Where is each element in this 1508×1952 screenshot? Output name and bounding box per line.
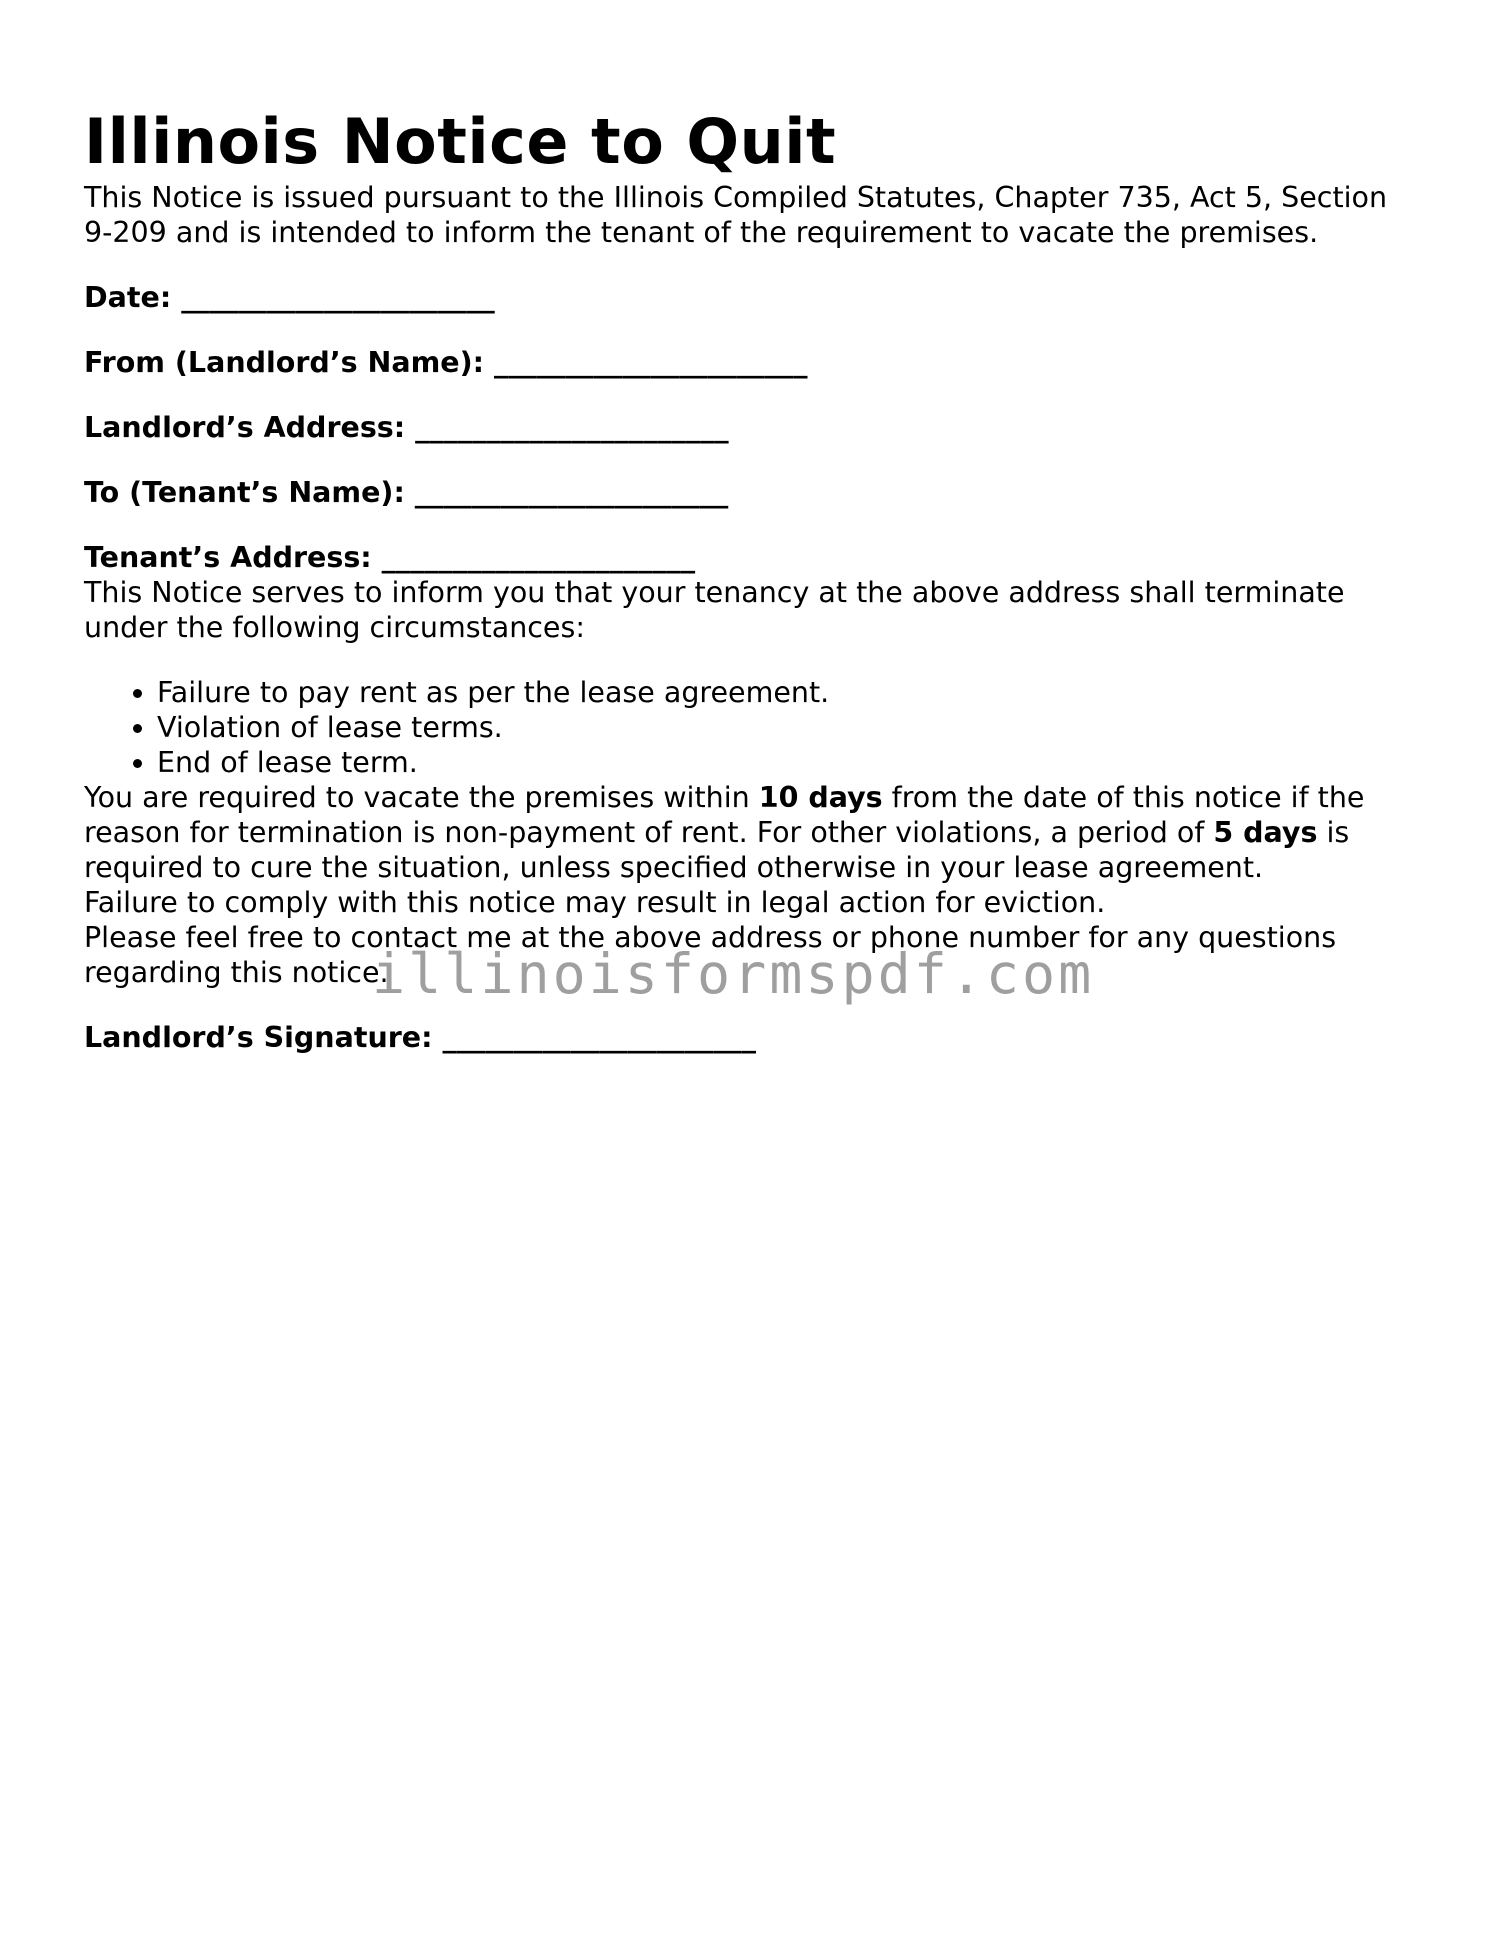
tenant-name-field xyxy=(84,475,1424,510)
signature-field xyxy=(84,1020,1424,1055)
vacate-days-5: 5 days xyxy=(1213,816,1318,849)
reasons-list xyxy=(84,675,1424,780)
tenant-address-field xyxy=(84,540,1424,575)
date-field xyxy=(84,280,1424,315)
landlord-name-field xyxy=(84,345,1424,380)
signature-label: Landlord’s Signature: xyxy=(84,1021,433,1054)
date-blank-line[interactable]: ______________________ xyxy=(181,281,495,314)
failure-paragraph: Failure to comply with this notice may result in legal action for eviction. xyxy=(84,886,1106,919)
tenant-name-label: To (Tenant’s Name): xyxy=(84,476,405,509)
landlord-address-blank-line[interactable]: ______________________ xyxy=(415,411,729,444)
landlord-name-blank-line[interactable]: ______________________ xyxy=(494,346,808,379)
vacate-text-3: is required to cure the situation, unless specified otherwise in your lease agreement. xyxy=(84,816,1350,884)
intro-paragraph: This Notice is issued pursuant to the Illinois Compiled Statutes, Chapter 735, Act 5, Section 9-209 and is intended to inform the tenant of the requirement to vacate the premises. xyxy=(84,181,1388,249)
list-item: • Failure to pay rent as per the lease agreement. xyxy=(157,675,1424,710)
tenant-name-blank-line[interactable]: ______________________ xyxy=(414,476,729,509)
document-page xyxy=(84,104,1424,1055)
list-item: • Violation of lease terms. xyxy=(157,710,1424,745)
watermark: illinoisformspdf.com xyxy=(372,942,1095,1006)
tenant-address-blank-line[interactable]: ______________________ xyxy=(381,541,696,574)
date-label: Date: xyxy=(84,281,172,314)
signature-blank-line[interactable]: ______________________ xyxy=(442,1021,756,1054)
vacate-text-1: You are required to vacate the premises within xyxy=(84,781,759,814)
vacate-paragraph xyxy=(84,780,1424,885)
list-item: • End of lease term. xyxy=(157,745,1424,780)
tenant-address-label: Tenant’s Address: xyxy=(84,541,372,574)
page-title: Illinois Notice to Quit xyxy=(84,105,837,178)
contact-paragraph: Please feel free to contact me at the above address or phone number for any questions regarding this notice. xyxy=(84,921,1337,989)
vacate-days-10: 10 days xyxy=(758,781,883,814)
circumstances-paragraph: This Notice serves to inform you that your tenancy at the above address shall terminate under the following circumstances: xyxy=(84,576,1345,644)
landlord-address-field xyxy=(84,410,1424,445)
vacate-text-2: from the date of this notice if the reason for termination is non-payment of rent. For other violations, a period of xyxy=(84,781,1365,849)
landlord-name-label: From (Landlord’s Name): xyxy=(84,346,485,379)
landlord-address-label: Landlord’s Address: xyxy=(84,411,406,444)
